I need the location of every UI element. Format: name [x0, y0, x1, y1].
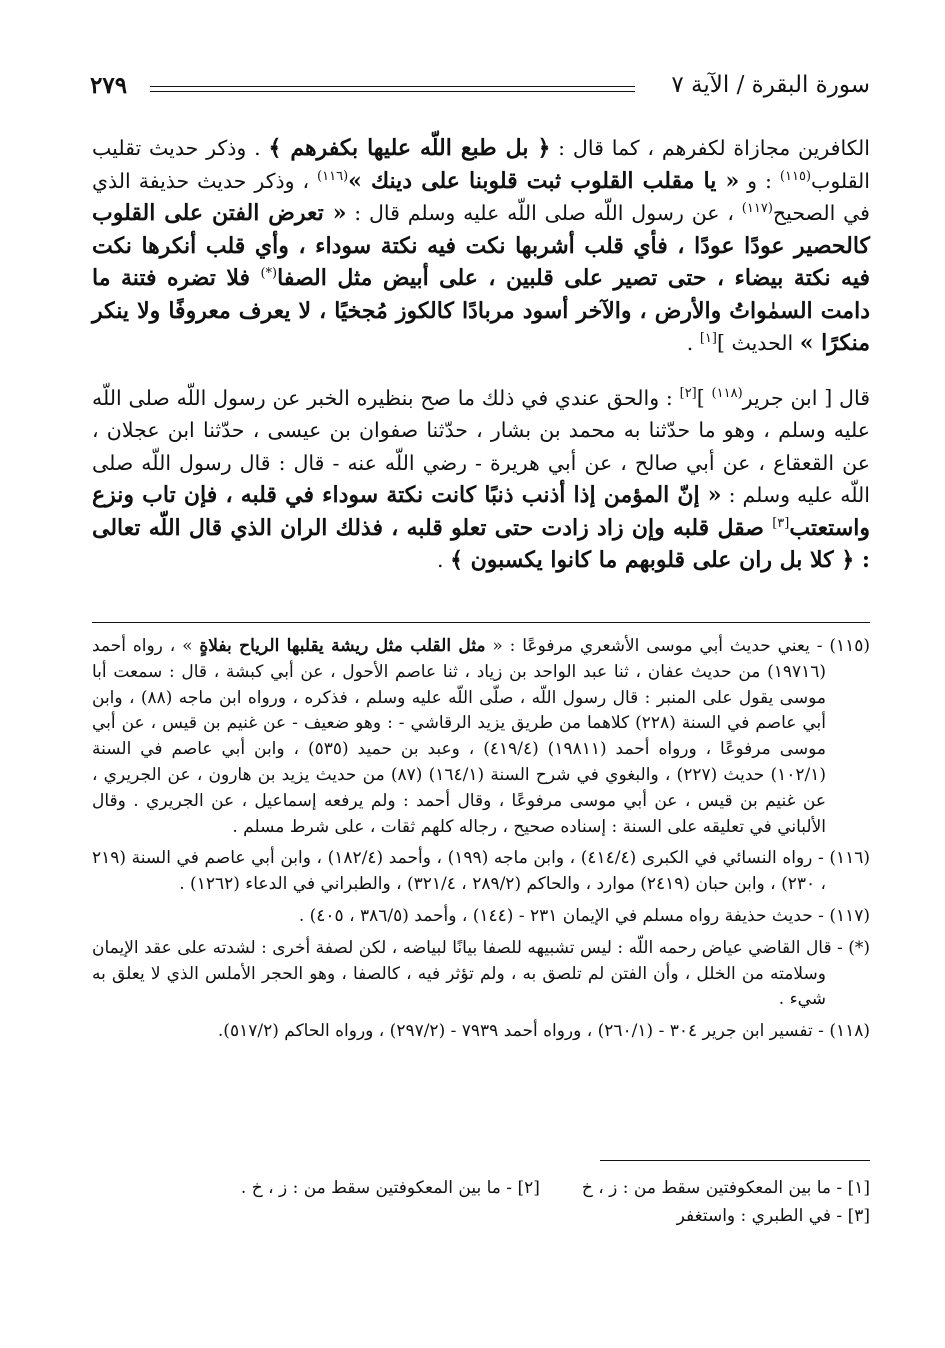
footnote-text: - تفسير ابن جرير ٣٠٤ - (٢٦٠/١) ، ورواه أحمد ٧٩٣٩ - (٢٩٧/٢) ، ورواه الحاكم (٥١٧/٢). [217, 1021, 830, 1042]
hadith-quote: صقل قلبه وإن زاد زادت حتى تعلو قلبه ، فذلك الران الذي قال اللّه تعالى : ﴿ كلا بل ران على قلوبهم ما كانوا يكسبون ﴾ [92, 514, 870, 573]
text-run: : والحق عندي في ذلك ما صح بنظيره الخبر عن رسول اللّه صلى اللّه عليه وسلم ، وهو ما حدّثنا به محمد بن بشار ، حدّثنا صفوان بن عيسى ، حدّثنا ابن عجلان ، عن القعقاع ، عن أبي صالح ، عن أبي هريرة - رضي اللّه عنه - قال : قال رسول اللّه صلى اللّه عليه وسلم : [92, 385, 870, 507]
text-run: قال [ ابن جرير [742, 385, 870, 410]
footnotes [92, 634, 870, 1051]
hadith-quote: « يا مقلب القلوب ثبت قلوبنا على دينك » [348, 167, 740, 194]
footnote-115 [92, 634, 870, 840]
hadith-quote: « تعرض الفتن على القلوب كالحصير عودًا عودًا ، فأي قلب أشربها نكت فيه نكتة سوداء ، وأي قلب أنكرها نكت فيه نكتة بيضاء ، حتى تصير على قلبين ، على أبيض مثل الصفا [92, 200, 870, 291]
page-number: ٢٧٩ [90, 72, 128, 99]
text-run: : و [739, 168, 780, 193]
text-run: . وذكر حديث تقليب القلوب [92, 136, 871, 193]
text-run: ، وذكر حديث حذيفة الذي في الصحيح [92, 168, 870, 225]
apparatus-ref[interactable]: [٢] [679, 385, 697, 401]
footnote-hadith: مثل القلب مثل ريشة يقلبها الرياح بفلاةٍ [199, 636, 486, 656]
text-run: ، عن رسول اللّه صلى اللّه عليه وسلم قال : [346, 201, 742, 225]
footnote-text: » ، رواه أحمد (١٩٧١٦) من حديث عفان ، ثنا عبد الواحد بن زياد ، ثنا عاصم الأحول ، عن أبي كبشة ، قال : سمعت أبا موسى يقول على المنبر : قال رسول اللّه ، صلّى اللّه عليه وسلم ، فذكره ، ورواه ابن ماجه (٨٨) ، وابن أبي عاصم في السنة (٢٢٨) كلاهما من طريق يزيد الرقاشي - : وهو ضعيف - عن غنيم بن قيس ، عن أبي موسى مرفوعًا ، ورواه أحمد (١٩٨١١) (٤١٩/٤) ، وعبد بن حميد (٥٣٥) ، وابن أبي عاصم في السنة (١٠٢/١) حديث (٢٢٧) ، والبغوي في شرح السنة (١٦٤/١) (٨٧) من حديث يزيد بن هارون ، عن الجريري ، عن غنيم بن قيس ، عن أبي موسى مرفوعًا ، وقال أحمد : ولم يرفعه إسماعيل ، عن الجريري . وقال الألباني في تعليقه على السنة : إسناده صحيح ، رجاله كلهم ثقات ، على شرط مسلم . [92, 636, 827, 837]
footnote-ref[interactable]: (١١٦) [317, 168, 349, 184]
apparatus-ref[interactable]: [١] [699, 331, 717, 347]
apparatus-ref[interactable]: [٣] [772, 515, 790, 531]
footnote-ref[interactable]: (١١٨) [711, 385, 743, 401]
apparatus-note-3: [٣] - في الطبري : واستغفر [676, 1206, 870, 1226]
footnote-text: - قال القاضي عياض رحمه اللّه : ليس تشبيهه للصفا بيانًا لبياضه ، لكن لصفة أخرى : لشدته على عقد الإيمان وسلامته من الخلل ، وأن الفتن لم تلصق به ، ولم تؤثر فيه ، كالصفا ، وهو الحجر الأملس الذي لا يعلق به شيء . [92, 937, 849, 1010]
footnote-ref[interactable]: (١١٥) [779, 168, 812, 184]
footnote-number: (*) [848, 937, 870, 958]
footnote-number: (١١٦) [829, 848, 871, 869]
header-rule [150, 86, 635, 92]
critical-apparatus [92, 1174, 870, 1230]
footnote-text: - رواه النسائي في الكبرى (٤١٤/٤) ، وابن ماجه (١٩٩) ، وأحمد (١٨٢/٤) ، وابن أبي عاصم في السنة (٢١٩ ، ٢٣٠) ، وابن حبان (٢٤١٩) موارد ، والحاكم (٢٨٩/٢ ، ٣٢١/٤) ، والطبراني في الدعاء (١٢٦٢) . [92, 848, 830, 895]
paragraph-1 [92, 132, 870, 360]
text-run: الكافرين مجازاة لكفرهم ، كما قال : [550, 136, 870, 160]
text-run: . [686, 331, 700, 355]
apparatus-note-2: [٢] - ما بين المعكوفتين سقط من : ز ، خ . [240, 1178, 540, 1198]
footnote-number: (١١٧) [829, 905, 870, 926]
hadith-quote: « إنّ المؤمن إذا أذنب ذنبًا كانت نكتة سوداء في قلبه ، فإن تاب ونزع واستعتب [92, 482, 870, 541]
footnote-number: (١١٥) [829, 636, 870, 656]
apparatus-line [92, 1174, 870, 1202]
footnote-number: (١١٨) [829, 1021, 870, 1042]
footnote-118 [92, 1019, 870, 1045]
apparatus-note-1: [١] - ما بين المعكوفتين سقط من : ز ، خ [581, 1178, 870, 1198]
footnote-star [92, 936, 870, 1013]
apparatus-line [92, 1202, 870, 1230]
text-run: . [437, 548, 451, 572]
footnote-divider [92, 622, 870, 623]
footnote-text: - يعني حديث أبي موسى الأشعري مرفوعًا : « [485, 636, 830, 656]
text-run: الحديث ] [716, 331, 800, 355]
hadith-quote: فلا تضره فتنة ما دامت السمٰواتُ والأرض ، والآخر أسود مربادًا كالكوز مُجخيًا ، لا يعرف معروفًا ولا ينكر منكرًا » [92, 265, 870, 356]
paragraph-2 [92, 382, 870, 577]
footnote-116 [92, 846, 870, 898]
footnote-ref[interactable]: (*) [260, 266, 278, 282]
running-header [90, 72, 870, 108]
surah-title: سورة البقرة / الآية ٧ [671, 72, 870, 98]
footnote-ref[interactable]: (١١٧) [741, 201, 773, 217]
apparatus-divider [600, 1160, 870, 1161]
text-run: ] [696, 385, 712, 410]
footnote-text: - حديث حذيفة رواه مسلم في الإيمان ٢٣١ - (١٤٤) ، وأحمد (٣٨٦/٥ ، ٤٠٥) . [298, 905, 830, 926]
footnote-117 [92, 904, 870, 930]
main-text [92, 132, 870, 599]
quran-quote: ﴿ بل طبع اللّه عليها بكفرهم ﴾ [268, 135, 551, 161]
